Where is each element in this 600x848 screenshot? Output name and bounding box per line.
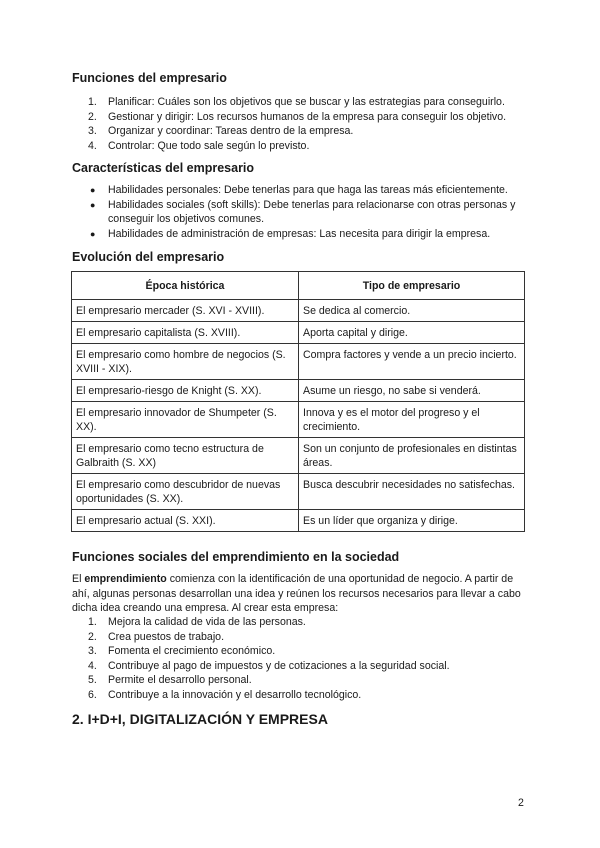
table-cell: El empresario capitalista (S. XVIII). bbox=[72, 322, 299, 344]
table-row bbox=[72, 438, 525, 474]
table-cell: Busca descubrir necesidades no satisfechas. bbox=[299, 474, 525, 510]
table-row bbox=[72, 510, 525, 532]
table-cell: El empresario mercader (S. XVI - XVIII). bbox=[72, 300, 299, 322]
evolucion-heading: Evolución del empresario bbox=[72, 250, 225, 264]
list-item: ● Habilidades de administración de empresas: Las necesita para dirigir la empresa. bbox=[90, 227, 491, 240]
list-item: 4. Controlar: Que todo sale según lo previsto. bbox=[88, 139, 310, 152]
page-number: 2 bbox=[518, 797, 524, 809]
table-cell: Se dedica al comercio. bbox=[299, 300, 525, 322]
bullet-icon: ● bbox=[90, 185, 96, 195]
list-item: 2. Gestionar y dirigir: Los recursos humanos de la empresa para conseguir los objetivo. bbox=[88, 110, 507, 123]
list-item: ● Habilidades personales: Debe tenerlas para que haga las tareas más eficientemente. bbox=[90, 184, 508, 196]
list-item: ● Habilidades sociales (soft skills): Debe tenerlas para relacionarse con otras personas y conseguir los objetivos comunes. bbox=[90, 198, 516, 226]
table-cell: Aporta capital y dirige. bbox=[299, 322, 525, 344]
list-item: 4. Contribuye al pago de impuestos y de cotizaciones a la seguridad social. bbox=[88, 659, 450, 672]
table-header-row bbox=[72, 272, 525, 300]
funciones-heading: Funciones del empresario bbox=[72, 71, 227, 85]
table-cell: Son un conjunto de profesionales en distintas áreas. bbox=[299, 438, 525, 474]
table-cell: Innova y es el motor del progreso y el crecimiento. bbox=[299, 402, 525, 438]
table-cell: El empresario como hombre de negocios (S. XVIII - XIX). bbox=[72, 344, 299, 380]
list-item: 5. Permite el desarrollo personal. bbox=[88, 674, 252, 687]
table-cell: El empresario-riesgo de Knight (S. XX). bbox=[72, 380, 299, 402]
bullet-icon: ● bbox=[90, 228, 96, 239]
list-item: 6. Contribuye a la innovación y el desarrollo tecnológico. bbox=[88, 688, 362, 701]
sociales-list bbox=[72, 615, 532, 703]
table-cell: El empresario actual (S. XXI). bbox=[72, 510, 299, 532]
list-item: 3. Fomenta el crecimiento económico. bbox=[88, 645, 276, 658]
evolucion-table bbox=[71, 271, 525, 532]
table-cell: Es un líder que organiza y dirige. bbox=[299, 510, 525, 532]
table-cell: Compra factores y vende a un precio incierto. bbox=[299, 344, 525, 380]
table-row bbox=[72, 344, 525, 380]
funciones-list bbox=[72, 95, 532, 153]
table-cell: El empresario como descubridor de nuevas oportunidades (S. XX). bbox=[72, 474, 299, 510]
table-row bbox=[72, 474, 525, 510]
table-cell: El empresario como tecno estructura de Galbraith (S. XX) bbox=[72, 438, 299, 474]
list-item: 1. Planificar: Cuáles son los objetivos que se buscar y las estrategias para conseguirlo. bbox=[88, 96, 505, 108]
section-2-heading: 2. I+D+I, DIGITALIZACIÓN Y EMPRESA bbox=[72, 711, 328, 727]
table-cell: El empresario innovador de Shumpeter (S. XX). bbox=[72, 402, 299, 438]
table-cell: Asume un riesgo, no sabe si venderá. bbox=[299, 380, 525, 402]
emphasis-term: emprendimiento bbox=[84, 573, 167, 585]
sociales-heading: Funciones sociales del emprendimiento en la sociedad bbox=[72, 550, 400, 564]
table-row bbox=[72, 322, 525, 344]
list-item: 2. Crea puestos de trabajo. bbox=[88, 630, 225, 643]
sociales-intro: El emprendimiento comienza con la identificación de una oportunidad de negocio. A partir de ahí, algunas personas desarrollan una idea y reúnen los recursos necesarios para llevar a cabo dicha idea creando una empresa. Al crear esta empresa: bbox=[72, 573, 521, 615]
caracteristicas-list bbox=[72, 183, 532, 241]
list-item: 1. Mejora la calidad de vida de las personas. bbox=[88, 616, 306, 628]
table-row bbox=[72, 380, 525, 402]
bullet-icon: ● bbox=[90, 199, 96, 210]
list-item: 3. Organizar y coordinar: Tareas dentro de la empresa. bbox=[88, 125, 354, 138]
column-header: Tipo de empresario bbox=[299, 272, 525, 300]
column-header: Época histórica bbox=[72, 272, 299, 300]
caracteristicas-heading: Características del empresario bbox=[72, 161, 255, 175]
table-row bbox=[72, 300, 525, 322]
table-row bbox=[72, 402, 525, 438]
